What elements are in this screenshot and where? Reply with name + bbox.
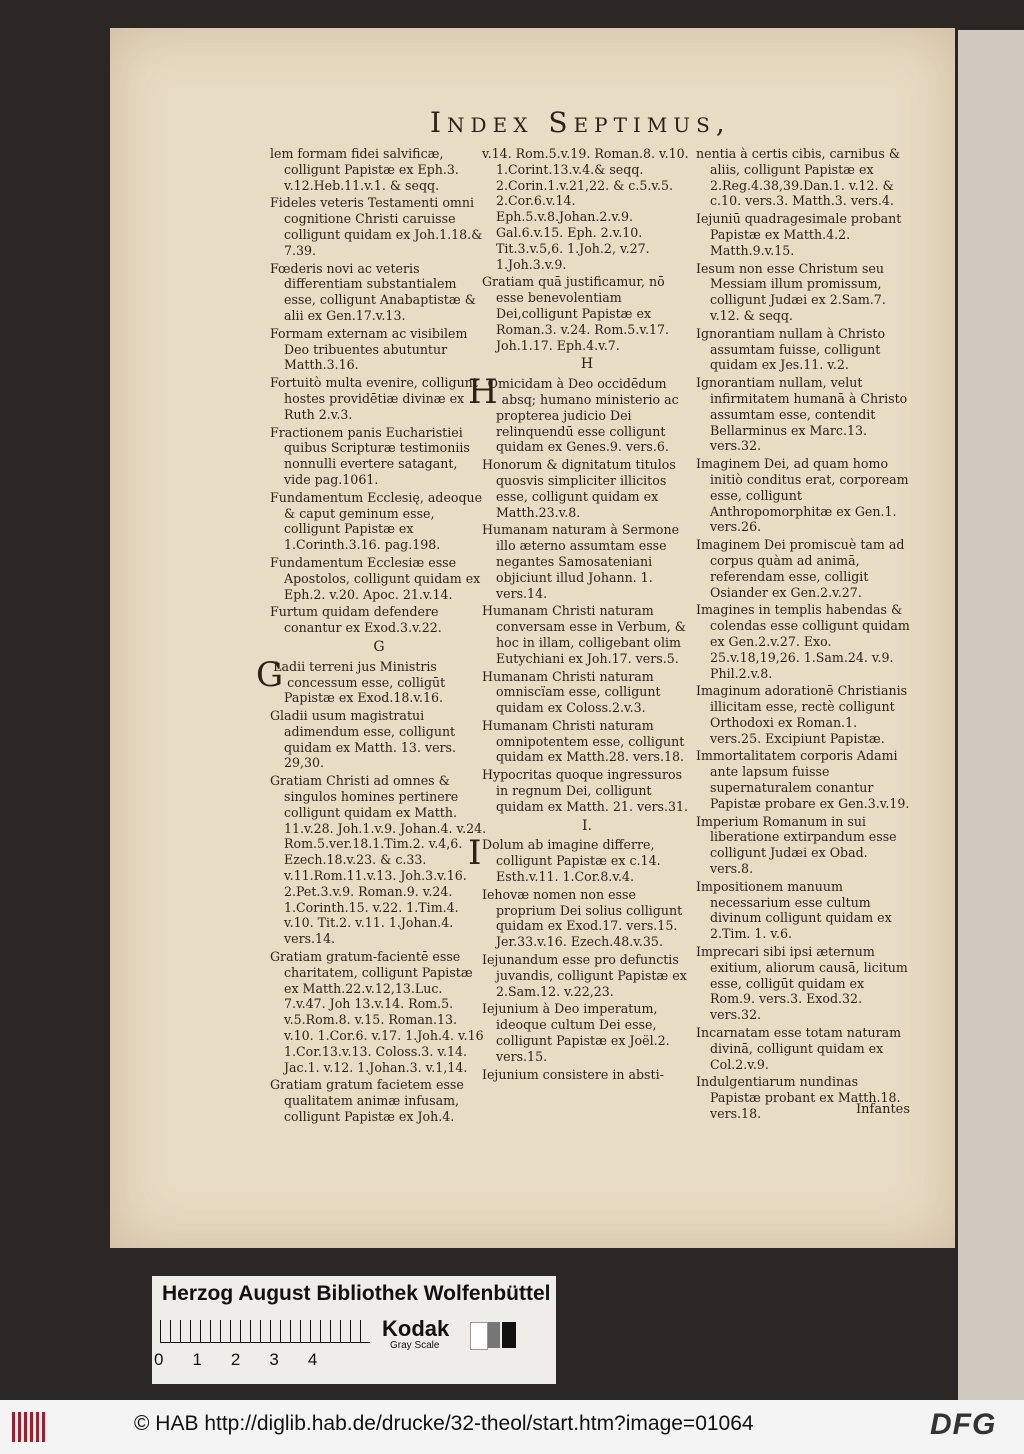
dfg-logo: DFG [930,1408,997,1441]
index-entry: Humanam Christi naturam omnipotentem esse, colligunt quidam ex Matth.28. vers.18. [482,717,685,765]
index-entry: Gratiam gratum facietem esse qualitatem animæ infusam, colligunt Papistæ ex Joh.4. [270,1077,464,1125]
gray-scale-label: Gray Scale [390,1340,440,1351]
kodak-logo: Kodak [382,1316,450,1341]
drop-initial: G [256,654,284,695]
index-entry: Fundamentum Ecclesiæ esse Apostolos, colligunt quidam ex Eph.2. v.20. Apoc. 21.v.14. [270,554,481,602]
index-entry: Imaginum adorationē Christianis illicitam esse, rectè colligunt Orthodoxi ex Roman.1. vers.25. Excipiunt Papistæ. [696,683,908,746]
index-column-1 [256,146,488,1127]
index-entry: Iehovæ nomen non esse proprium Dei solius colligunt quidam ex Exod.17. vers.15. Jer.33.v.16. Ezech.48.v.35. [482,886,683,950]
index-entry: Honorum & dignitatum titulos quosvis simpliciter illicitos esse, colligunt quidam ex Matth.23.v.8. [482,457,676,520]
index-entry: Formam externam ac visibilem Deo tribuentes abutuntur Matth.3.16. [270,325,468,373]
index-entry: Hypocritas quoque ingressuros in regnum Dei, colligunt quidam ex Matth. 21. vers.31. [482,767,689,814]
black-swatch [502,1322,516,1348]
index-entry: Imperium Romanum in sui liberatione extirpandum esse colligunt Judæi ex Obad. vers.8. [696,813,897,877]
ruler-numbers: 01234 [154,1350,347,1369]
index-entry: nentia à certis cibis, carnibus & aliis, colligunt Papistæ ex 2.Reg.4.38,39.Dan.1. v.12. & c.10. vers.3. Matth.3. vers.4. [696,146,901,209]
index-entry: Fideles veteris Testamenti omni cognitione Christi caruisse colligunt quidam ex Joh.1.18.& 7.39. [270,195,483,258]
index-entry: Ignorantiam nullam, velut infirmitatem humanā à Christo assumtam esse, contendit Bellarminus ex Marc.13. vers.32. [696,375,908,454]
index-entry: Iejunium consistere in absti- [482,1066,664,1082]
index-entry: Humanam Christi naturam conversam esse in Verbum, & hoc in illam, colligebant olim Eutychiani ex Joh.17. vers.5. [482,603,686,666]
index-column-2 [468,146,692,1084]
footer-copyright-link[interactable]: © HAB http://diglib.hab.de/drucke/32-theol/start.htm?image=01064 [134,1412,754,1435]
index-entry: Fortuitò multa evenire, colligunt hostes providētiæ divinæ ex Ruth 2.v.3. [270,375,478,422]
index-entry: Indulgentiarum nundinas Papistæ probant ex Matth.18. vers.18. [696,1074,901,1122]
index-column-3 [696,146,910,1124]
library-name: Herzog August Bibliothek Wolfenbüttel [162,1282,551,1305]
index-entry: Gratiam Christi ad omnes & singulos homines pertinere colligunt quidam ex Matth. 11.v.28. Joh.1.v.9. Johan.4. v.24. Rom.5.ver.18.1.Tim.2. v.4,6. Ezech.18.v.23. & c.33. v.11.Rom.11.v.13. Joh.3.v.16. 2.Pet.3.v.9. Roman.9. v.24. 1.Corinth.15. v.22. 1.Tim.4. v.10. Tit.2. v.11. 1.Johan.4. vers.14. [270,773,487,947]
index-entry: Fundamentum Ecclesię, adeoque & caput geminum esse, colligunt Papistæ ex 1.Corinth.3.16. pag.198. [270,489,483,553]
catchword: Infantes [856,1102,911,1117]
index-entry: Furtum quidam defendere conantur ex Exod.3.v.22. [270,604,442,636]
index-entry: Imaginem Dei promiscuè tam ad corpus quàm ad animā, referendam esse, colligit Osiander ex Gen.2.v.27. [696,537,905,600]
page-header-title: Index Septimus, [430,106,731,139]
index-entry: Iesum non esse Christum seu Messiam illum promissum, colligunt Judæi ex 2.Sam.7. v.12. & seqq. [696,260,886,323]
adjacent-page-edge [958,30,1024,1400]
index-entry: Imprecari sibi ipsi æternum exitium, aliorum causā, licitum esse, colligūt quidam ex Rom.9. vers.3. Exod.32. vers.32. [696,944,908,1023]
index-entry: v.14. Rom.5.v.19. Roman.8. v.10. 1.Corint.13.v.4.& seqq. 2.Corin.1.v.21,22. & c.5.v.5. 2.Cor.6.v.14. Eph.5.v.8.Johan.2.v.9. Gal.6.v.15. Eph. 2.v.10. Tit.3.v.5,6. 1.Joh.2, v.27. 1.Joh.3.v.9. [482,146,689,272]
index-entry: Gratiam gratum-facientē esse charitatem, colligunt Papistæ ex Matth.22.v.12,13.Luc. 7.v.47. Joh 13.v.14. Rom.5. v.5.Rom.8. v.15. Roman.13. v.10. 1.Cor.6. v.17. 1.Joh.4. v.16 1.Cor.13.v.13. Coloss.3. v.14. Jac.1. v.12. 1.Johan.3. v.1,14. [270,949,484,1075]
index-entry: Gladii usum magistratui adimendum esse, colligunt quidam ex Matth. 13. vers. 29,30. [270,708,457,771]
library-color-card [152,1276,556,1384]
index-entry: Fœderis novi ac veteris differentiam substantialem esse, colligunt Anabaptistæ & alii ex Gen.17.v.13. [270,260,476,323]
index-entry: Dolum ab imagine differre, colligunt Papistæ ex c.14. Esth.v.11. 1.Cor.8.v.4. [482,837,661,885]
index-entry: Humanam naturam à Sermone illo æterno assumtam esse negantes Samosateniani objiciunt illud Johann. 1. vers.14. [482,522,680,601]
gray-swatch [488,1322,500,1348]
section-letter-h: H [580,356,594,373]
index-entry: Imaginem Dei, ad quam homo initiò conditus erat, corpoream esse, colligunt Anthropomorphitæ ex Gen.1. vers.26. [696,456,909,535]
index-entry: Fractionem panis Eucharistiei quibus Scripturæ testimoniis nonnulli evertere satagant, vide pag.1061. [270,424,470,487]
scale-ruler [160,1320,370,1343]
index-entry: G Ladii terreni jus Ministris concessum esse, colligūt Papistæ ex Exod.18.v.16. [256,654,446,706]
index-entry: Humanam Christi naturam omniscïam esse, colligunt quidam ex Coloss.2.v.3. [482,668,661,716]
hab-logo-icon [12,1412,46,1442]
index-entry: Gratiam quā justificamur, nō esse benevolentiam Dei,colligunt Papistæ ex Roman.3. v.24. Rom.5.v.17. Joh.1.17. Eph.4.v.7. [482,274,669,353]
index-entry: Ignorantiam nullam à Christo assumtam fuisse, colligunt quidam ex Jes.11. v.2. [696,325,886,373]
index-entry: Imagines in templis habendas & colendas esse colligunt quidam ex Gen.2.v.27. Exo. 25.v.18,19,26. 1.Sam.24. v.9. Phil.2.v.8. [696,602,910,681]
footer-bar [0,1400,1024,1454]
section-letter-g: G [373,638,385,655]
index-entry: lem formam fidei salvificæ, colligunt Papistæ ex Eph.3. v.12.Heb.11.v.1. & seqq. [270,146,459,193]
index-entry: Iejuniū quadragesimale probant Papistæ ex Matth.4.2. Matth.9.v.15. [696,211,902,258]
index-entry: Immortalitatem corporis Adami ante lapsum fuisse supernaturalem conantur Papistæ probare ex Gen.3.v.19. [696,748,910,811]
white-swatch [470,1322,488,1350]
index-entry: Iejunium à Deo imperatum, ideoque cultum Dei esse, colligunt Papistæ ex Joël.2. vers.15. [482,1001,670,1064]
index-entry: Impositionem manuum necessarium esse cultum divinum colligunt quidam ex 2.Tim. 1. v.6. [696,878,892,942]
index-entry: H Omicidam à Deo occidēdum absq; humano ministerio ac propterea judicio Dei relinquendū esse colligunt quidam ex Genes.9. vers.6. [468,372,679,455]
index-entry: Incarnatam esse totam naturam divinā, colligunt quidam ex Col.2.v.9. [696,1025,902,1072]
section-letter-i: I. [582,817,592,834]
index-entry: Iejunandum esse pro defunctis juvandis, colligunt Papistæ ex 2.Sam.12. v.22,23. [482,952,687,999]
drop-initial: H [468,372,498,413]
